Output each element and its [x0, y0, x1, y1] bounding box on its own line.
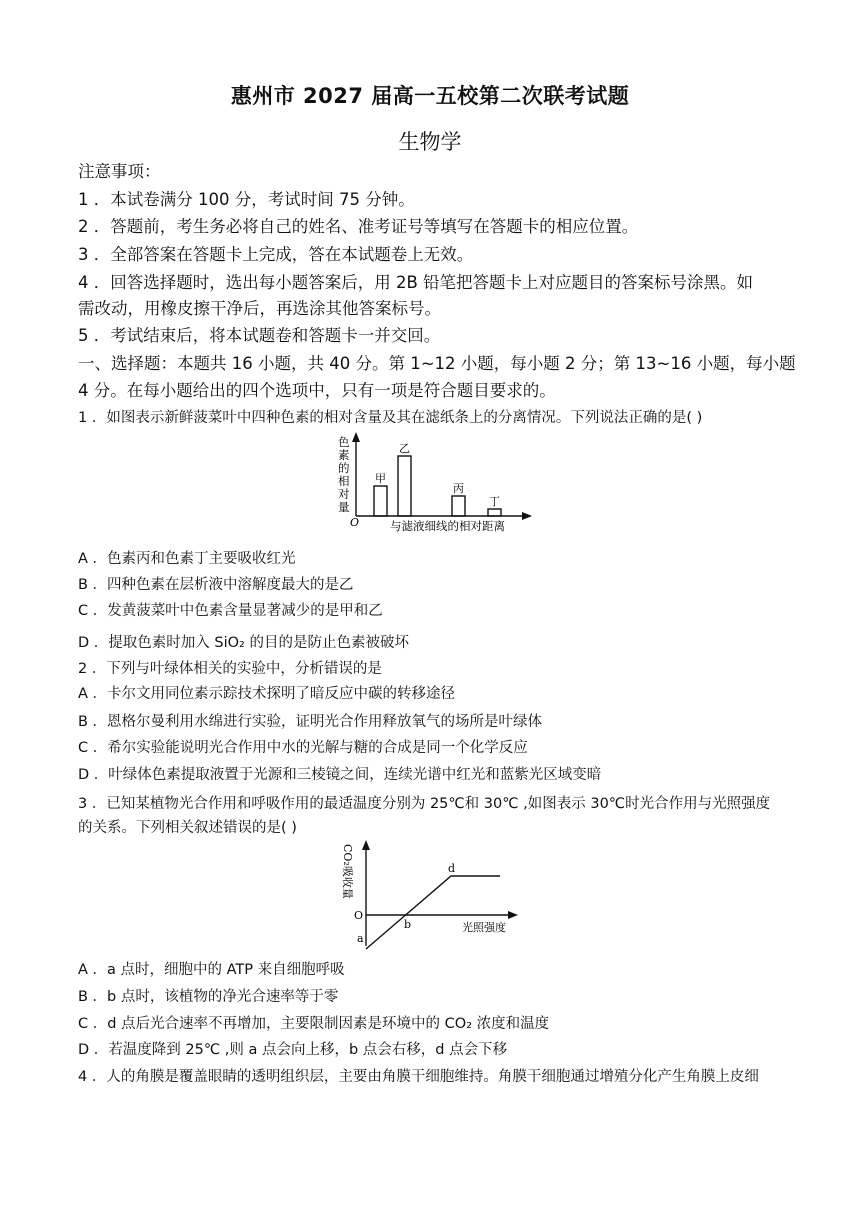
notice-heading: 注意事项： — [78, 162, 161, 181]
q3-point-a: a — [357, 932, 364, 945]
q1-bar-label: 丙 — [453, 482, 464, 495]
q1-origin: O — [350, 516, 360, 529]
exam-title: 惠州市 2027 届高一五校第二次联考试题 — [230, 84, 630, 108]
q1-y-label-char: 对 — [338, 487, 350, 501]
q3-x-arrow — [508, 911, 518, 919]
section-heading-line2: 4 分。在每小题给出的四个选项中，只有一项是符合题目要求的。 — [78, 381, 556, 400]
q1-option-a: A ．色素丙和色素丁主要吸收红光 — [78, 551, 296, 567]
q3-origin: O — [354, 909, 364, 922]
q1-y-label-char: 素 — [338, 448, 350, 462]
exam-subject: 生物学 — [398, 130, 462, 154]
q1-pigment-chart — [328, 430, 538, 538]
q3-curve — [366, 876, 500, 949]
q1-bar — [374, 486, 387, 516]
q2-option-b: B ．恩格尔曼利用水绵进行实验，证明光合作用释放氧气的场所是叶绿体 — [78, 714, 543, 730]
q1-option-d: D ．提取色素时加入 SiO₂ 的目的是防止色素被破坏 — [78, 635, 409, 651]
q2-option-d: D ．叶绿体色素提取液置于光源和三棱镜之间，连续光谱中红光和蓝紫光区域变暗 — [78, 767, 602, 783]
q4-stem: 4 ．人的角膜是覆盖眼睛的透明组织层，主要由角膜干细胞维持。角膜干细胞通过增殖分化产生角膜上皮细 — [78, 1069, 759, 1085]
q3-option-b: B ．b 点时，该植物的净光合速率等于零 — [78, 989, 339, 1005]
q1-y-arrow — [352, 432, 360, 442]
q1-x-arrow — [522, 512, 532, 520]
q3-stem-line2: 的关系。下列相关叙述错误的是( ) — [78, 820, 297, 836]
q2-option-a: A ．卡尔文用同位素示踪技术探明了暗反应中碳的转移途径 — [78, 686, 456, 702]
q2-option-c: C ．希尔实验能说明光合作用中水的光解与糖的合成是同一个化学反应 — [78, 740, 528, 756]
notice-item-4-cont: 需改动，用橡皮擦干净后，再选涂其他答案标号。 — [78, 299, 441, 318]
q1-option-c: C ．发黄菠菜叶中色素含量显著减少的是甲和乙 — [78, 603, 383, 619]
q3-stem-line1: 3 ．已知某植物光合作用和呼吸作用的最适温度分别为 25℃和 30℃ ,如图表示 30℃时光合作用与光照强度 — [78, 796, 771, 812]
notice-item-1: 1 ．本试卷满分 100 分，考试时间 75 分钟。 — [78, 190, 415, 209]
q1-y-label-char: 的 — [338, 461, 350, 475]
q2-stem: 2 ．下列与叶绿体相关的实验中，分析错误的是 — [78, 661, 382, 677]
q1-y-label-char: 相 — [338, 474, 350, 488]
q3-option-d: D ．若温度降到 25℃ ,则 a 点会向上移，b 点会右移，d 点会下移 — [78, 1042, 508, 1058]
q1-bars — [374, 442, 501, 516]
q1-option-b: B ．四种色素在层析液中溶解度最大的是乙 — [78, 577, 354, 593]
q3-option-a: A ．a 点时，细胞中的 ATP 来自细胞呼吸 — [78, 962, 345, 978]
q3-point-d: d — [448, 862, 456, 875]
q1-bar-label: 甲 — [375, 472, 386, 485]
q3-x-label: 光照强度 — [462, 921, 506, 934]
q3-option-c: C ．d 点后光合速率不再增加，主要限制因素是环境中的 CO₂ 浓度和温度 — [78, 1016, 550, 1032]
q1-bar — [398, 456, 411, 516]
notice-item-4: 4 ．回答选择题时，选出每小题答案后，用 2B 铅笔把答题卡上对应题目的答案标号涂黑。如 — [78, 273, 754, 292]
notice-item-5: 5 ．考试结束后，将本试题卷和答题卡一并交回。 — [78, 326, 441, 345]
notice-item-2: 2 ．答题前，考生务必将自己的姓名、准考证号等填写在答题卡的相应位置。 — [78, 217, 639, 236]
q1-y-label — [338, 435, 350, 514]
q1-y-label-char: 量 — [338, 500, 350, 514]
q1-x-label: 与滤液细线的相对距离 — [390, 519, 505, 533]
q3-y-arrow — [362, 840, 370, 850]
q1-bar-label: 丁 — [489, 495, 500, 508]
q1-bar-label: 乙 — [399, 442, 410, 455]
section-heading-line1: 一、选择题：本题共 16 小题，共 40 分。第 1~12 小题，每小题 2 分；第 13~16 小题，每小题 — [78, 354, 796, 373]
notice-item-3: 3 ．全部答案在答题卡上完成，答在本试题卷上无效。 — [78, 245, 474, 264]
q1-y-label-char: 色 — [338, 435, 350, 449]
q3-light-curve-chart — [340, 838, 522, 952]
q3-y-label: CO₂吸收量 — [341, 844, 354, 899]
q1-stem: 1 ．如图表示新鲜菠菜叶中四种色素的相对含量及其在滤纸条上的分离情况。下列说法正确的是( ) — [78, 410, 703, 426]
q1-bar — [488, 509, 501, 516]
q1-bar — [452, 496, 465, 516]
q3-point-b: b — [404, 918, 412, 931]
